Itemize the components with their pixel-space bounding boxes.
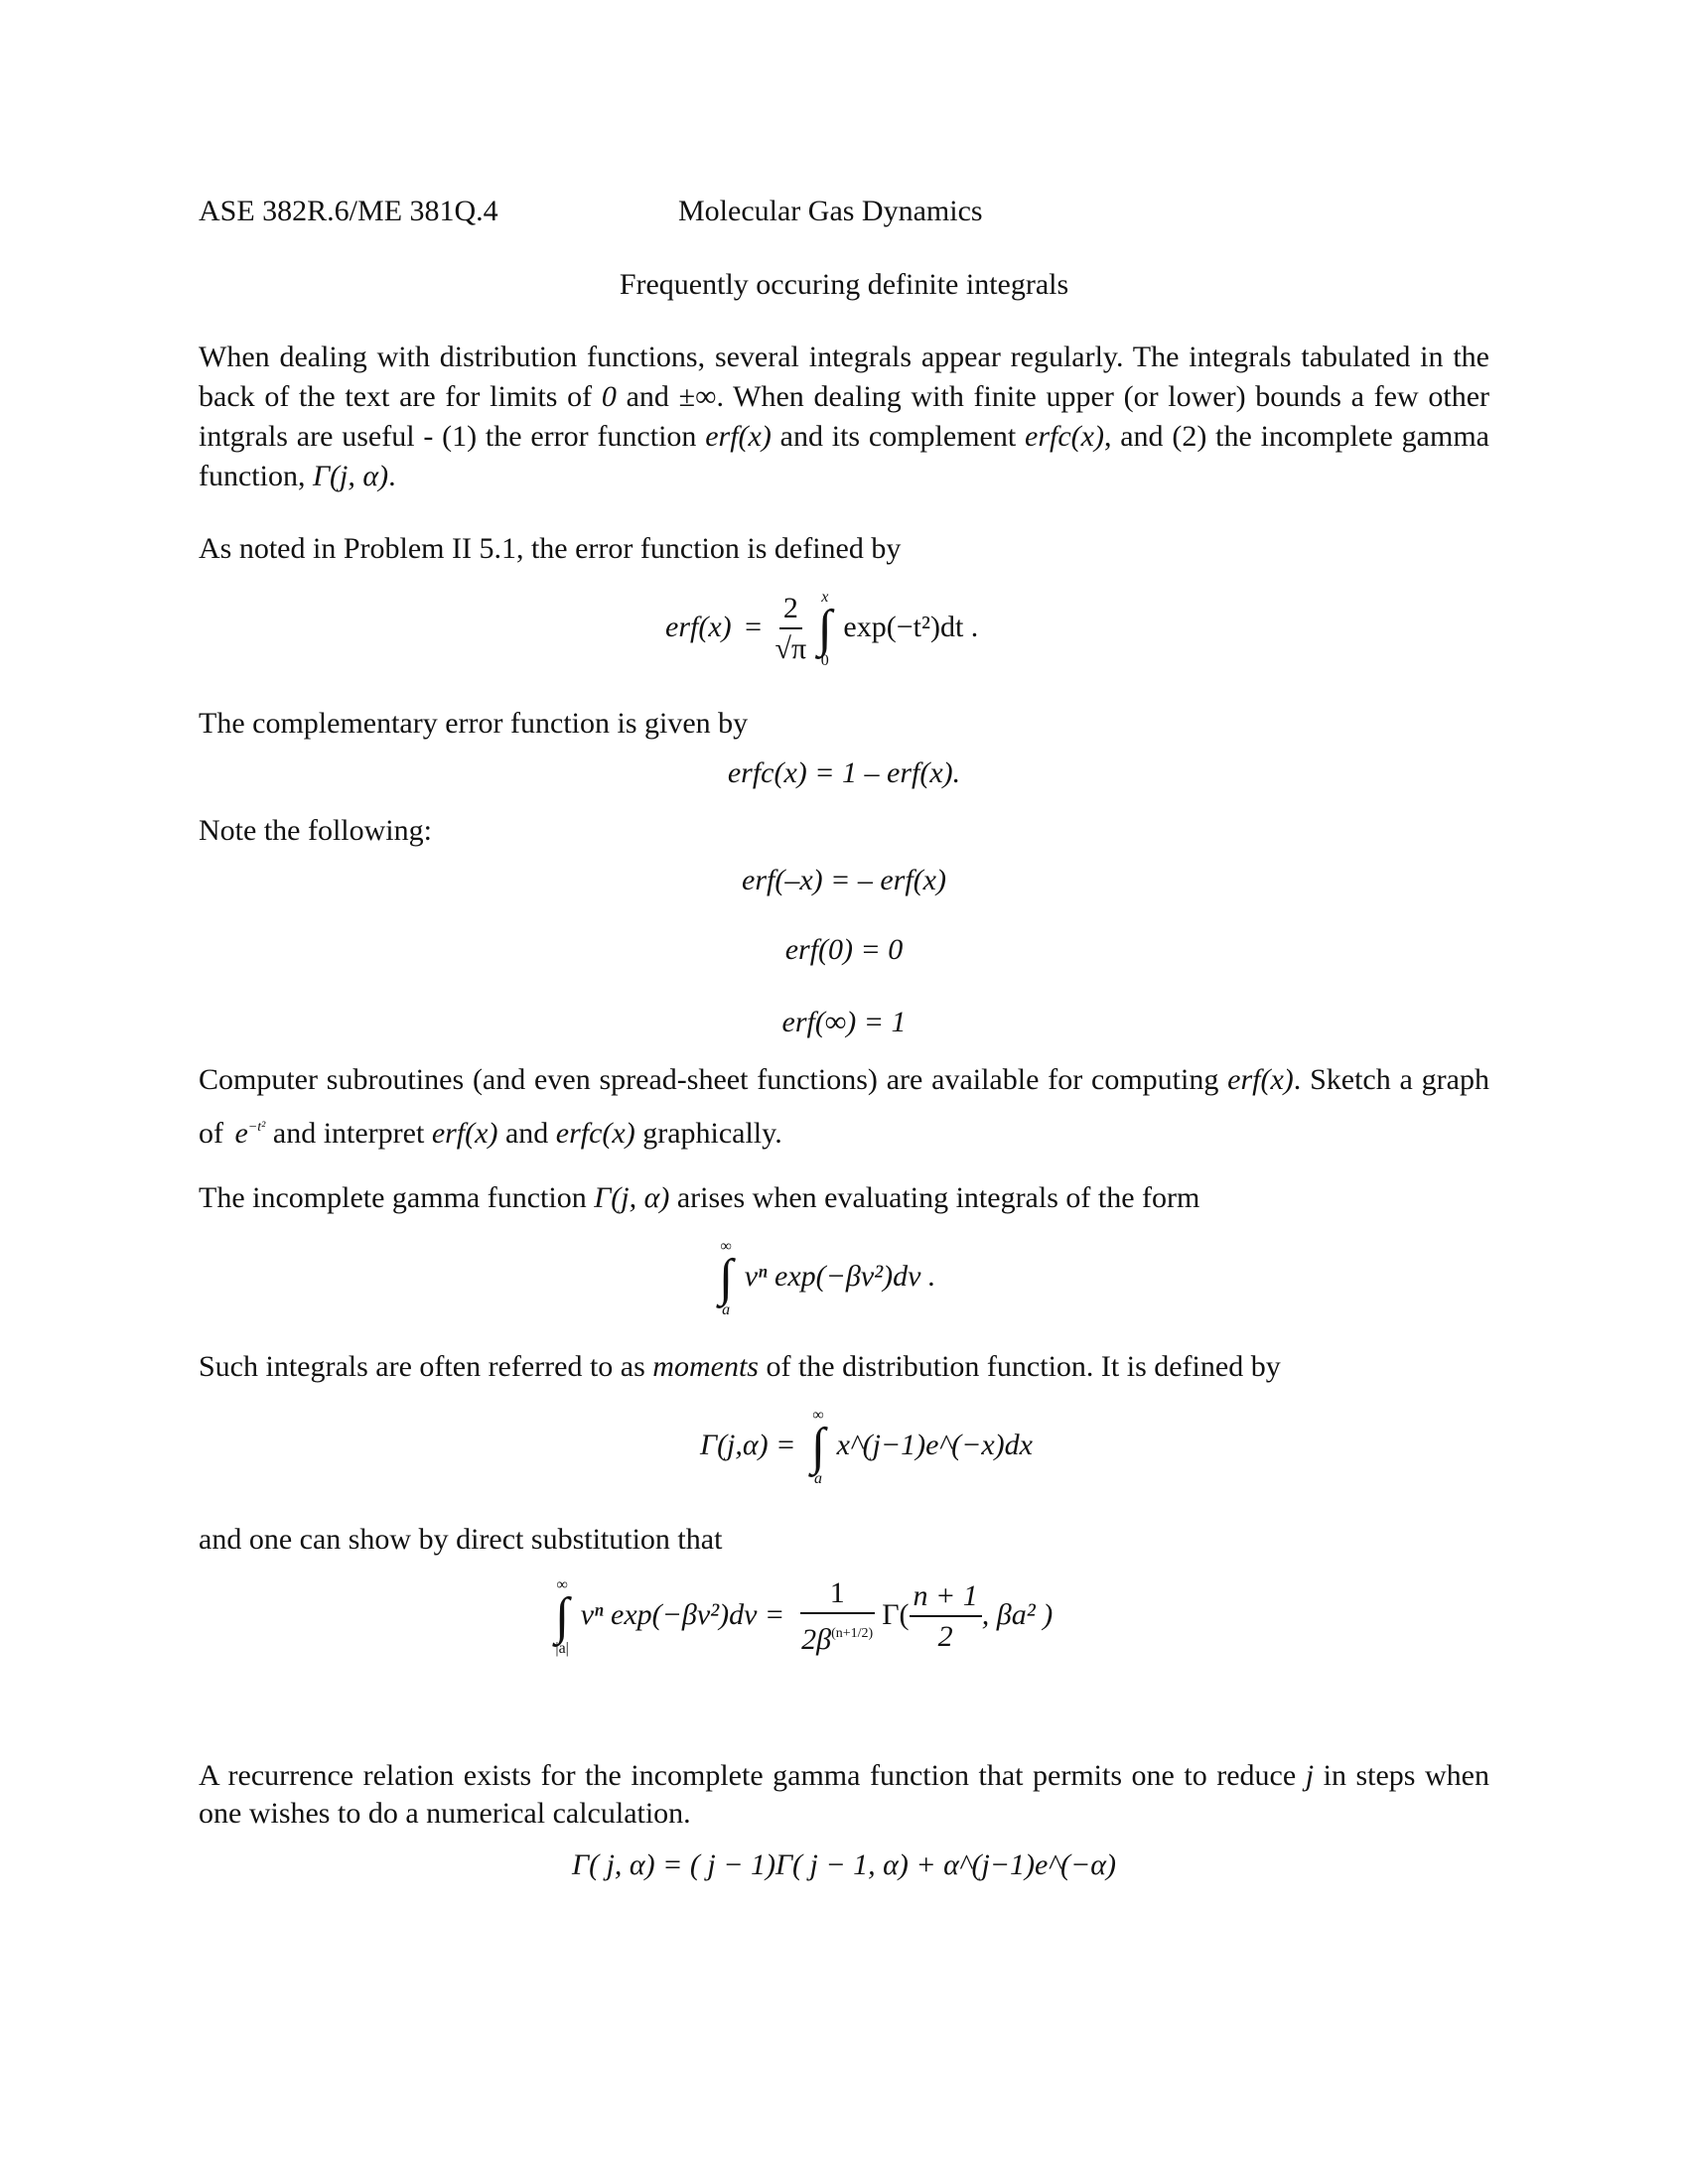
gamma-definition-equation: Γ(j,α) = ∞ ∫ a x^(j−1)e^(−x)dx bbox=[700, 1407, 1033, 1487]
course-number: ASE 382R.6/ME 381Q.4 bbox=[199, 195, 498, 227]
recurrence-paragraph: A recurrence relation exists for the incomplete gamma function that permits one to reduce j in steps when one wishes to do a numerical calculation. bbox=[199, 1759, 1489, 1830]
erf-definition-equation: erf(x) = $\frac{2}{√\pi}$ x ∫ 0 exp(−t²)dt . bbox=[665, 589, 979, 669]
erfc-equation: erfc(x) = 1 – erf(x). bbox=[727, 756, 961, 789]
computer-subroutines-paragraph: Computer subroutines (and even spread-sheet functions) are available for computing erf(x). Sketch a graph of $e^{-t^2}$ and interpret erf(x) and erfc(x) graphically. bbox=[199, 1063, 1489, 1150]
note-following-paragraph: Note the following: bbox=[199, 814, 432, 847]
moments-paragraph: Such integrals are often referred to as moments of the distribution function. It is defined by bbox=[199, 1350, 1281, 1383]
document-title: Molecular Gas Dynamics bbox=[678, 195, 983, 227]
intro-paragraph: When dealing with distribution functions, several integrals appear regularly. The integrals tabulated in the back of the text are for limits of 0 and ±∞. When dealing with finite upper (or lower) bounds a few other intgrals are useful - (1) the error function erf(x) and its complement erfc(x), and (2) the incomplete gamma function, Γ(j, α). bbox=[199, 341, 1490, 492]
erf-odd-equation: erf(–x) = – erf(x) bbox=[742, 864, 946, 896]
erf-zero-equation: erf(0) = 0 bbox=[784, 933, 904, 966]
moment-gamma-relation-equation: ∞ ∫ |a| vⁿ exp(−βv²)dv = $\frac{1}{2\beta^{(n+1/2)}}$ Γ( $\frac{n + 1}{2}$ , βa² ) bbox=[555, 1576, 1054, 1657]
gamma-recurrence-equation: Γ( j, α) = ( j − 1)Γ( j − 1, α) + α^(j−1)e^(−α) bbox=[572, 1848, 1116, 1881]
erf-intro-paragraph: As noted in Problem II 5.1, the error function is defined by bbox=[199, 532, 902, 565]
incomplete-gamma-paragraph: The incomplete gamma function Γ(j, α) arises when evaluating integrals of the form bbox=[199, 1181, 1200, 1214]
erf-infinity-equation: erf(∞) = 1 bbox=[781, 1006, 907, 1038]
substitution-paragraph: and one can show by direct substitution that bbox=[199, 1523, 723, 1556]
erfc-intro-paragraph: The complementary error function is given by bbox=[199, 707, 749, 740]
moment-integral-equation: ∞ ∫ a vⁿ exp(−βv²)dv . bbox=[719, 1238, 936, 1318]
document-subtitle: Frequently occuring definite integrals bbox=[619, 268, 1069, 301]
